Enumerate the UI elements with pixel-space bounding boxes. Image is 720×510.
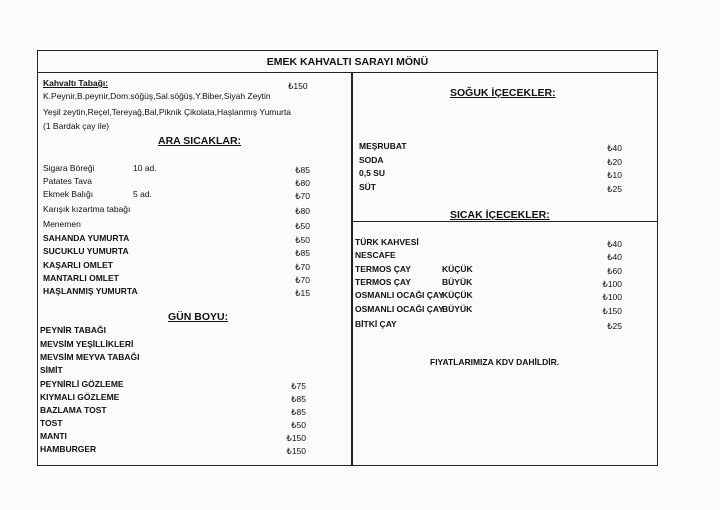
gun-item-name: KIYMALI GÖZLEME [40,392,120,402]
ara-item-name: Patates Tava [43,176,92,186]
gun-item-name: HAMBURGER [40,444,97,454]
kdv-note: FIYATLARIMIZA KDV DAHİLDİR. [430,357,560,367]
ara-item-name: Menemen [43,219,81,229]
kahvalti-price: ₺150 [288,81,308,91]
soguk-item-price: ₺20 [607,157,622,167]
soguk-icecekler-heading: SOĞUK İÇECEKLER: [450,87,556,99]
sicak-icecekler-heading: SICAK İÇECEKLER: [450,209,550,221]
sicak-item-price: ₺40 [607,252,622,262]
sicak-item-name: TERMOS ÇAY [355,277,411,287]
gun-item-price: ₺85 [291,407,306,417]
ara-item-name: KAŞARLI OMLET [43,260,113,270]
drinks-divider [352,221,657,222]
gun-item-price: ₺150 [286,446,306,456]
kahvalti-line-1: K.Peynir,B.peynir,Dom.söğüş,Sal.söğüş,Y.Biber,Siyah Zeytin [43,91,271,101]
soguk-item-name: MEŞRUBAT [359,141,407,151]
gun-boyu-heading: GÜN BOYU: [168,311,229,323]
sicak-item-price: ₺25 [607,321,622,331]
menu-title: EMEK KAHVALTI SARAYI MÖNÜ [38,51,657,73]
soguk-item-name: SODA [359,155,384,165]
gun-item-price: ₺150 [286,433,306,443]
ara-item-price: ₺85 [295,165,310,175]
sicak-item-name: TÜRK KAHVESİ [355,237,419,247]
ara-item-name: HAŞLANMIŞ YUMURTA [43,286,138,296]
ara-item-price: ₺50 [295,235,310,245]
ara-sicaklar-heading: ARA SICAKLAR: [158,135,242,147]
sicak-item-name: BİTKİ ÇAY [355,319,397,329]
ara-item-price: ₺70 [295,191,310,201]
sicak-item-price: ₺100 [602,292,622,302]
kahvalti-line-2: Yeşil zeytin,Reçel,Tereyağ,Bal,Piknik Çikolata,Haşlanmış Yumurta [43,107,292,117]
sicak-item-price: ₺60 [607,266,622,276]
ara-item-note: 5 ad. [133,189,152,199]
ara-item-price: ₺70 [295,275,310,285]
sicak-item-price: ₺150 [602,306,622,316]
gun-item-price: ₺85 [291,394,306,404]
ara-item-price: ₺80 [295,178,310,188]
soguk-item-name: SÜT [359,182,376,192]
sicak-item-name: NESCAFE [355,250,396,260]
sicak-item-size: BÜYÜK [442,304,473,314]
sicak-item-name: TERMOS ÇAY [355,264,411,274]
ara-item-name: Karışık kızartma tabağı [43,204,131,214]
ara-item-price: ₺80 [295,206,310,216]
gun-item-name: MANTI [40,431,67,441]
gun-item-name: MEVSİM YEŞİLLİKLERİ [40,339,134,349]
ara-item-name: SUCUKLU YUMURTA [43,246,129,256]
ara-item-name: MANTARLI OMLET [43,273,119,283]
ara-item-price: ₺70 [295,262,310,272]
ara-item-price: ₺15 [295,288,310,298]
soguk-item-name: 0,5 SU [359,168,385,178]
kahvalti-label: Kahvaltı Tabağı: [43,78,109,88]
ara-item-price: ₺50 [295,221,310,231]
sicak-item-name: OSMANLI OCAĞI ÇAY [355,304,444,314]
gun-item-name: TOST [40,418,63,428]
soguk-item-price: ₺40 [607,143,622,153]
ara-item-note: 10 ad. [133,163,157,173]
gun-item-name: PEYNİR TABAĞI [40,325,106,335]
ara-item-name: SAHANDA YUMURTA [43,233,130,243]
gun-item-price: ₺50 [291,420,306,430]
ara-item-name: Ekmek Balığı [43,189,94,199]
soguk-item-price: ₺10 [607,170,622,180]
column-divider [351,73,353,465]
sicak-item-size: KÜÇÜK [442,264,473,274]
ara-item-price: ₺85 [295,248,310,258]
gun-item-name: SİMİT [40,365,63,375]
sicak-item-size: KÜÇÜK [442,290,473,300]
sicak-item-name: OSMANLI OCAĞI ÇAY [355,290,444,300]
gun-item-name: MEVSİM MEYVA TABAĞI [40,352,140,362]
soguk-item-price: ₺25 [607,184,622,194]
sicak-item-size: BÜYÜK [442,277,473,287]
gun-item-name: PEYNİRLİ GÖZLEME [40,379,124,389]
gun-item-name: BAZLAMA TOST [40,405,107,415]
sicak-item-price: ₺40 [607,239,622,249]
ara-item-name: Sigara Böreği [43,163,95,173]
kahvalti-line-3: (1 Bardak çay ile) [43,121,110,131]
gun-item-price: ₺75 [291,381,306,391]
menu-frame [37,50,658,466]
sicak-item-price: ₺100 [602,279,622,289]
